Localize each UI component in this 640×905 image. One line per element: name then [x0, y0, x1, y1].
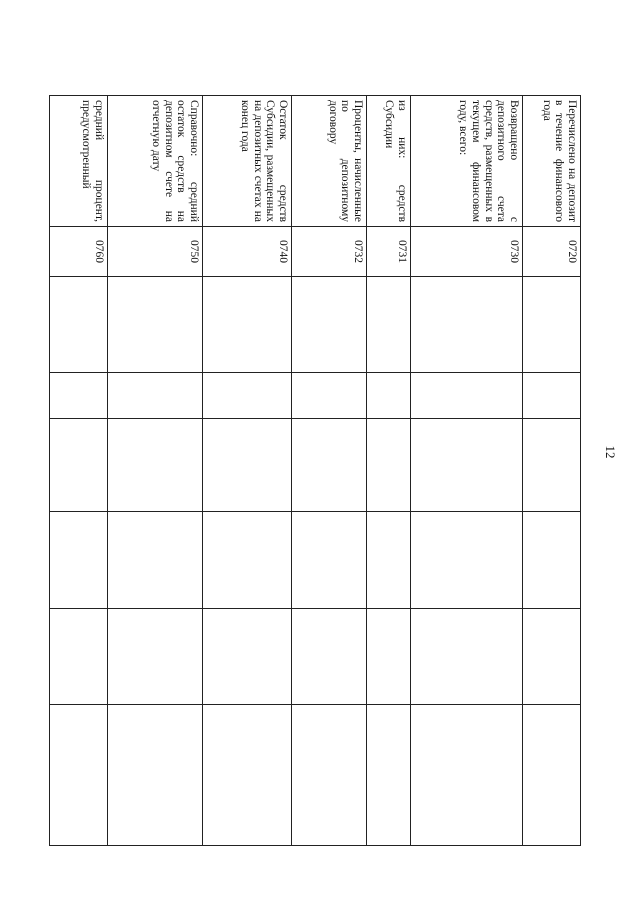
deposit-report-table	[49, 95, 581, 846]
value-cell	[50, 277, 108, 373]
value-cell	[203, 373, 292, 419]
row-code: 0760	[50, 227, 108, 277]
value-cell	[50, 512, 108, 609]
value-cell	[50, 609, 108, 705]
value-cell	[523, 373, 581, 419]
value-cell	[292, 419, 367, 512]
value-cell	[411, 609, 523, 705]
value-cell	[203, 609, 292, 705]
table-row	[203, 96, 292, 846]
row-code: 0730	[411, 227, 523, 277]
row-label: Перечислено на депозит в течение финансового года	[523, 96, 581, 227]
deposit-report-table-frame	[50, 95, 581, 845]
row-label: средний процент, предусмотренный	[50, 96, 108, 227]
table-row	[367, 96, 411, 846]
value-cell	[203, 512, 292, 609]
value-cell	[292, 609, 367, 705]
value-cell	[50, 705, 108, 846]
row-code: 0740	[203, 227, 292, 277]
row-label: из них: средств Субсидии	[367, 96, 411, 227]
value-cell	[367, 419, 411, 512]
value-cell	[367, 609, 411, 705]
value-cell	[292, 705, 367, 846]
value-cell	[108, 609, 203, 705]
value-cell	[411, 705, 523, 846]
value-cell	[523, 419, 581, 512]
table-row	[523, 96, 581, 846]
value-cell	[292, 373, 367, 419]
table-row	[50, 96, 108, 846]
value-cell	[203, 419, 292, 512]
row-label: Остаток средств Субсидии, размещенных на депозитных счетах на конец года	[203, 96, 292, 227]
value-cell	[411, 419, 523, 512]
table-row	[108, 96, 203, 846]
value-cell	[523, 512, 581, 609]
value-cell	[367, 705, 411, 846]
value-cell	[108, 419, 203, 512]
value-cell	[292, 277, 367, 373]
value-cell	[108, 373, 203, 419]
value-cell	[50, 373, 108, 419]
value-cell	[108, 277, 203, 373]
value-cell	[108, 512, 203, 609]
value-cell	[50, 419, 108, 512]
value-cell	[411, 277, 523, 373]
value-cell	[367, 512, 411, 609]
row-code: 0720	[523, 227, 581, 277]
value-cell	[108, 705, 203, 846]
row-code: 0750	[108, 227, 203, 277]
value-cell	[367, 373, 411, 419]
value-cell	[411, 512, 523, 609]
value-cell	[203, 277, 292, 373]
value-cell	[367, 277, 411, 373]
table-row	[292, 96, 367, 846]
value-cell	[523, 277, 581, 373]
value-cell	[292, 512, 367, 609]
row-label: Возвращено с депозитного счета средств, размещенных в текущем финансовом году, всего:	[411, 96, 523, 227]
page-number: 12	[603, 445, 618, 459]
value-cell	[523, 705, 581, 846]
value-cell	[203, 705, 292, 846]
table-row	[411, 96, 523, 846]
value-cell	[411, 373, 523, 419]
row-label: Проценты, начисленные по депозитному договору	[292, 96, 367, 227]
row-code: 0732	[292, 227, 367, 277]
row-label: Справочно: средний остаток средств на депозитном счете на отчетную дату	[108, 96, 203, 227]
row-code: 0731	[367, 227, 411, 277]
value-cell	[523, 609, 581, 705]
